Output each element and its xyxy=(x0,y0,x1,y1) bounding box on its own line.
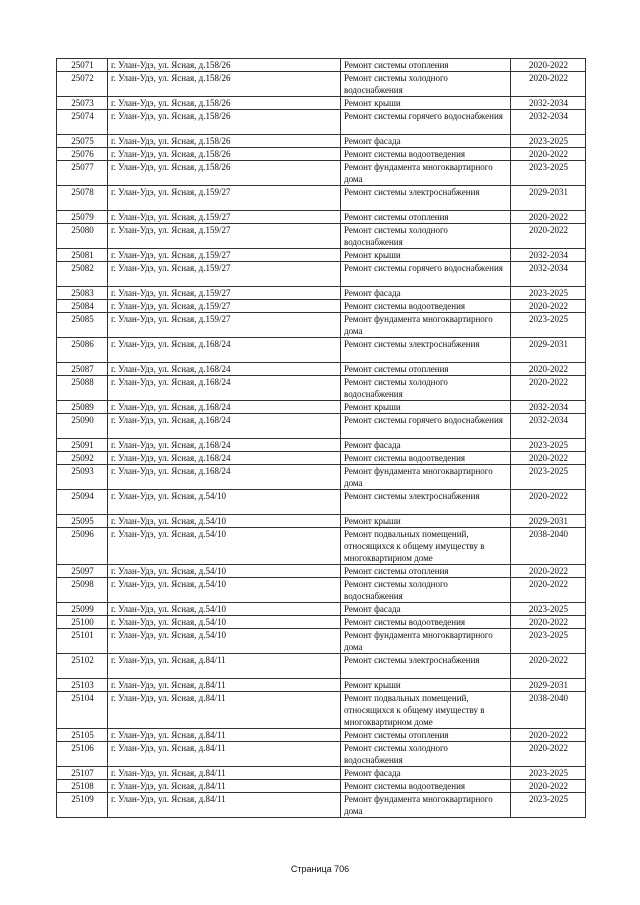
row-period: 2032-2034 xyxy=(511,262,586,287)
table-row xyxy=(57,211,586,224)
row-number: 25109 xyxy=(57,793,108,818)
table-row xyxy=(57,338,586,363)
row-address: г. Улан-Удэ, ул. Ясная, д.159/27 xyxy=(108,313,341,338)
row-work-type: Ремонт фундамента многоквартирного дома xyxy=(341,793,511,818)
table-row xyxy=(57,287,586,300)
row-period: 2020-2022 xyxy=(511,211,586,224)
row-address: г. Улан-Удэ, ул. Ясная, д.159/27 xyxy=(108,224,341,249)
row-work-type: Ремонт крыши xyxy=(341,515,511,528)
row-period: 2020-2022 xyxy=(511,59,586,72)
row-work-type: Ремонт системы электроснабжения xyxy=(341,654,511,679)
table-row xyxy=(57,528,586,565)
table-row xyxy=(57,742,586,767)
row-address: г. Улан-Удэ, ул. Ясная, д.84/11 xyxy=(108,780,341,793)
table-row xyxy=(57,300,586,313)
table-row xyxy=(57,780,586,793)
row-address: г. Улан-Удэ, ул. Ясная, д.158/26 xyxy=(108,161,341,186)
table-row xyxy=(57,465,586,490)
page-footer xyxy=(0,864,640,874)
page-number: Страница 706 xyxy=(290,864,350,874)
row-number: 25078 xyxy=(57,186,108,211)
row-period: 2023-2025 xyxy=(511,629,586,654)
row-number: 25104 xyxy=(57,692,108,729)
row-address: г. Улан-Удэ, ул. Ясная, д.84/11 xyxy=(108,793,341,818)
row-number: 25082 xyxy=(57,262,108,287)
table-row xyxy=(57,679,586,692)
row-number: 25092 xyxy=(57,452,108,465)
row-number: 25097 xyxy=(57,565,108,578)
row-number: 25085 xyxy=(57,313,108,338)
row-period: 2032-2034 xyxy=(511,414,586,439)
row-period: 2023-2025 xyxy=(511,767,586,780)
row-work-type: Ремонт системы водоотведения xyxy=(341,616,511,629)
row-work-type: Ремонт системы отопления xyxy=(341,59,511,72)
row-number: 25088 xyxy=(57,376,108,401)
row-address: г. Улан-Удэ, ул. Ясная, д.168/24 xyxy=(108,338,341,363)
row-period: 2038-2040 xyxy=(511,528,586,565)
row-work-type: Ремонт системы отопления xyxy=(341,565,511,578)
row-period: 2020-2022 xyxy=(511,72,586,97)
row-period: 2020-2022 xyxy=(511,729,586,742)
row-period: 2020-2022 xyxy=(511,452,586,465)
row-address: г. Улан-Удэ, ул. Ясная, д.168/24 xyxy=(108,465,341,490)
table-row xyxy=(57,363,586,376)
row-address: г. Улан-Удэ, ул. Ясная, д.168/24 xyxy=(108,401,341,414)
row-address: г. Улан-Удэ, ул. Ясная, д.84/11 xyxy=(108,679,341,692)
table-row xyxy=(57,793,586,818)
row-work-type: Ремонт крыши xyxy=(341,679,511,692)
row-number: 25099 xyxy=(57,603,108,616)
table-row xyxy=(57,97,586,110)
row-work-type: Ремонт крыши xyxy=(341,249,511,262)
row-address: г. Улан-Удэ, ул. Ясная, д.168/24 xyxy=(108,452,341,465)
row-period: 2020-2022 xyxy=(511,148,586,161)
row-period: 2020-2022 xyxy=(511,780,586,793)
table-row xyxy=(57,110,586,135)
row-address: г. Улан-Удэ, ул. Ясная, д.159/27 xyxy=(108,287,341,300)
row-work-type: Ремонт системы отопления xyxy=(341,729,511,742)
row-number: 25101 xyxy=(57,629,108,654)
row-period: 2023-2025 xyxy=(511,287,586,300)
row-period: 2020-2022 xyxy=(511,616,586,629)
row-work-type: Ремонт системы холодного водоснабжения xyxy=(341,72,511,97)
row-work-type: Ремонт крыши xyxy=(341,401,511,414)
row-address: г. Улан-Удэ, ул. Ясная, д.159/27 xyxy=(108,211,341,224)
table-row xyxy=(57,186,586,211)
table-row xyxy=(57,262,586,287)
row-work-type: Ремонт системы горячего водоснабжения xyxy=(341,414,511,439)
row-number: 25095 xyxy=(57,515,108,528)
row-number: 25093 xyxy=(57,465,108,490)
row-number: 25079 xyxy=(57,211,108,224)
row-number: 25106 xyxy=(57,742,108,767)
table-row xyxy=(57,654,586,679)
row-work-type: Ремонт подвальных помещений, относящихся к общему имуществу в многоквартирном доме xyxy=(341,692,511,729)
row-address: г. Улан-Удэ, ул. Ясная, д.158/26 xyxy=(108,59,341,72)
row-address: г. Улан-Удэ, ул. Ясная, д.158/26 xyxy=(108,148,341,161)
row-work-type: Ремонт системы холодного водоснабжения xyxy=(341,578,511,603)
row-address: г. Улан-Удэ, ул. Ясная, д.168/24 xyxy=(108,439,341,452)
table-row xyxy=(57,490,586,515)
row-period: 2020-2022 xyxy=(511,490,586,515)
row-work-type: Ремонт системы отопления xyxy=(341,363,511,376)
row-address: г. Улан-Удэ, ул. Ясная, д.84/11 xyxy=(108,654,341,679)
table-row xyxy=(57,603,586,616)
row-address: г. Улан-Удэ, ул. Ясная, д.84/11 xyxy=(108,692,341,729)
row-address: г. Улан-Удэ, ул. Ясная, д.159/27 xyxy=(108,262,341,287)
row-address: г. Улан-Удэ, ул. Ясная, д.54/10 xyxy=(108,565,341,578)
repair-schedule-table xyxy=(56,58,586,818)
table-row xyxy=(57,616,586,629)
row-work-type: Ремонт фундамента многоквартирного дома xyxy=(341,161,511,186)
row-work-type: Ремонт крыши xyxy=(341,97,511,110)
table-row xyxy=(57,72,586,97)
row-number: 25083 xyxy=(57,287,108,300)
row-number: 25086 xyxy=(57,338,108,363)
table-row xyxy=(57,376,586,401)
table-row xyxy=(57,135,586,148)
row-address: г. Улан-Удэ, ул. Ясная, д.54/10 xyxy=(108,629,341,654)
table-row xyxy=(57,439,586,452)
table-row xyxy=(57,578,586,603)
row-address: г. Улан-Удэ, ул. Ясная, д.54/10 xyxy=(108,616,341,629)
row-number: 25071 xyxy=(57,59,108,72)
row-address: г. Улан-Удэ, ул. Ясная, д.158/26 xyxy=(108,72,341,97)
row-number: 25100 xyxy=(57,616,108,629)
row-number: 25073 xyxy=(57,97,108,110)
row-period: 2020-2022 xyxy=(511,363,586,376)
row-number: 25090 xyxy=(57,414,108,439)
row-address: г. Улан-Удэ, ул. Ясная, д.168/24 xyxy=(108,363,341,376)
row-period: 2020-2022 xyxy=(511,654,586,679)
row-period: 2020-2022 xyxy=(511,578,586,603)
table-row xyxy=(57,249,586,262)
row-period: 2032-2034 xyxy=(511,401,586,414)
row-period: 2020-2022 xyxy=(511,376,586,401)
row-address: г. Улан-Удэ, ул. Ясная, д.158/26 xyxy=(108,97,341,110)
table-row xyxy=(57,767,586,780)
row-work-type: Ремонт системы водоотведения xyxy=(341,300,511,313)
row-work-type: Ремонт системы электроснабжения xyxy=(341,490,511,515)
table-row xyxy=(57,565,586,578)
row-period: 2020-2022 xyxy=(511,224,586,249)
row-work-type: Ремонт фундамента многоквартирного дома xyxy=(341,629,511,654)
row-number: 25072 xyxy=(57,72,108,97)
row-period: 2032-2034 xyxy=(511,110,586,135)
row-work-type: Ремонт системы холодного водоснабжения xyxy=(341,742,511,767)
row-number: 25089 xyxy=(57,401,108,414)
row-period: 2023-2025 xyxy=(511,465,586,490)
row-work-type: Ремонт подвальных помещений, относящихся к общему имуществу в многоквартирном доме xyxy=(341,528,511,565)
row-address: г. Улан-Удэ, ул. Ясная, д.54/10 xyxy=(108,578,341,603)
row-work-type: Ремонт системы горячего водоснабжения xyxy=(341,262,511,287)
row-number: 25077 xyxy=(57,161,108,186)
row-period: 2023-2025 xyxy=(511,793,586,818)
row-address: г. Улан-Удэ, ул. Ясная, д.159/27 xyxy=(108,249,341,262)
row-address: г. Улан-Удэ, ул. Ясная, д.84/11 xyxy=(108,767,341,780)
row-number: 25107 xyxy=(57,767,108,780)
row-work-type: Ремонт фасада xyxy=(341,439,511,452)
row-period: 2029-2031 xyxy=(511,679,586,692)
row-period: 2032-2034 xyxy=(511,97,586,110)
row-number: 25081 xyxy=(57,249,108,262)
row-period: 2029-2031 xyxy=(511,515,586,528)
row-period: 2023-2025 xyxy=(511,313,586,338)
row-address: г. Улан-Удэ, ул. Ясная, д.158/26 xyxy=(108,135,341,148)
row-number: 25084 xyxy=(57,300,108,313)
row-work-type: Ремонт системы электроснабжения xyxy=(341,338,511,363)
row-number: 25103 xyxy=(57,679,108,692)
table-row xyxy=(57,59,586,72)
table-row xyxy=(57,629,586,654)
row-period: 2023-2025 xyxy=(511,439,586,452)
row-period: 2020-2022 xyxy=(511,742,586,767)
row-address: г. Улан-Удэ, ул. Ясная, д.84/11 xyxy=(108,729,341,742)
table-body xyxy=(57,59,586,818)
row-work-type: Ремонт фундамента многоквартирного дома xyxy=(341,313,511,338)
row-address: г. Улан-Удэ, ул. Ясная, д.84/11 xyxy=(108,742,341,767)
row-period: 2020-2022 xyxy=(511,565,586,578)
row-number: 25108 xyxy=(57,780,108,793)
row-number: 25080 xyxy=(57,224,108,249)
row-number: 25105 xyxy=(57,729,108,742)
row-number: 25091 xyxy=(57,439,108,452)
table-row xyxy=(57,452,586,465)
table-row xyxy=(57,401,586,414)
row-number: 25074 xyxy=(57,110,108,135)
row-address: г. Улан-Удэ, ул. Ясная, д.54/10 xyxy=(108,528,341,565)
table-row xyxy=(57,729,586,742)
row-number: 25094 xyxy=(57,490,108,515)
row-work-type: Ремонт системы водоотведения xyxy=(341,780,511,793)
row-period: 2023-2025 xyxy=(511,135,586,148)
row-work-type: Ремонт фасада xyxy=(341,767,511,780)
table-row xyxy=(57,148,586,161)
row-number: 25098 xyxy=(57,578,108,603)
row-period: 2038-2040 xyxy=(511,692,586,729)
row-work-type: Ремонт фасада xyxy=(341,287,511,300)
row-work-type: Ремонт фундамента многоквартирного дома xyxy=(341,465,511,490)
row-work-type: Ремонт фасада xyxy=(341,135,511,148)
row-work-type: Ремонт системы водоотведения xyxy=(341,452,511,465)
row-number: 25102 xyxy=(57,654,108,679)
table-row xyxy=(57,161,586,186)
row-work-type: Ремонт фасада xyxy=(341,603,511,616)
row-address: г. Улан-Удэ, ул. Ясная, д.168/24 xyxy=(108,414,341,439)
row-work-type: Ремонт системы электроснабжения xyxy=(341,186,511,211)
row-period: 2029-2031 xyxy=(511,186,586,211)
row-work-type: Ремонт системы холодного водоснабжения xyxy=(341,224,511,249)
row-number: 25075 xyxy=(57,135,108,148)
row-address: г. Улан-Удэ, ул. Ясная, д.54/10 xyxy=(108,515,341,528)
row-address: г. Улан-Удэ, ул. Ясная, д.54/10 xyxy=(108,603,341,616)
row-work-type: Ремонт системы холодного водоснабжения xyxy=(341,376,511,401)
table-row xyxy=(57,692,586,729)
table-row xyxy=(57,414,586,439)
table-row xyxy=(57,515,586,528)
row-period: 2023-2025 xyxy=(511,161,586,186)
row-work-type: Ремонт системы горячего водоснабжения xyxy=(341,110,511,135)
row-period: 2023-2025 xyxy=(511,603,586,616)
row-number: 25096 xyxy=(57,528,108,565)
row-address: г. Улан-Удэ, ул. Ясная, д.159/27 xyxy=(108,186,341,211)
row-period: 2020-2022 xyxy=(511,300,586,313)
row-number: 25076 xyxy=(57,148,108,161)
row-number: 25087 xyxy=(57,363,108,376)
row-work-type: Ремонт системы отопления xyxy=(341,211,511,224)
row-work-type: Ремонт системы водоотведения xyxy=(341,148,511,161)
row-period: 2029-2031 xyxy=(511,338,586,363)
row-period: 2032-2034 xyxy=(511,249,586,262)
row-address: г. Улан-Удэ, ул. Ясная, д.54/10 xyxy=(108,490,341,515)
table-row xyxy=(57,313,586,338)
row-address: г. Улан-Удэ, ул. Ясная, д.158/26 xyxy=(108,110,341,135)
row-address: г. Улан-Удэ, ул. Ясная, д.168/24 xyxy=(108,376,341,401)
row-address: г. Улан-Удэ, ул. Ясная, д.159/27 xyxy=(108,300,341,313)
table-row xyxy=(57,224,586,249)
